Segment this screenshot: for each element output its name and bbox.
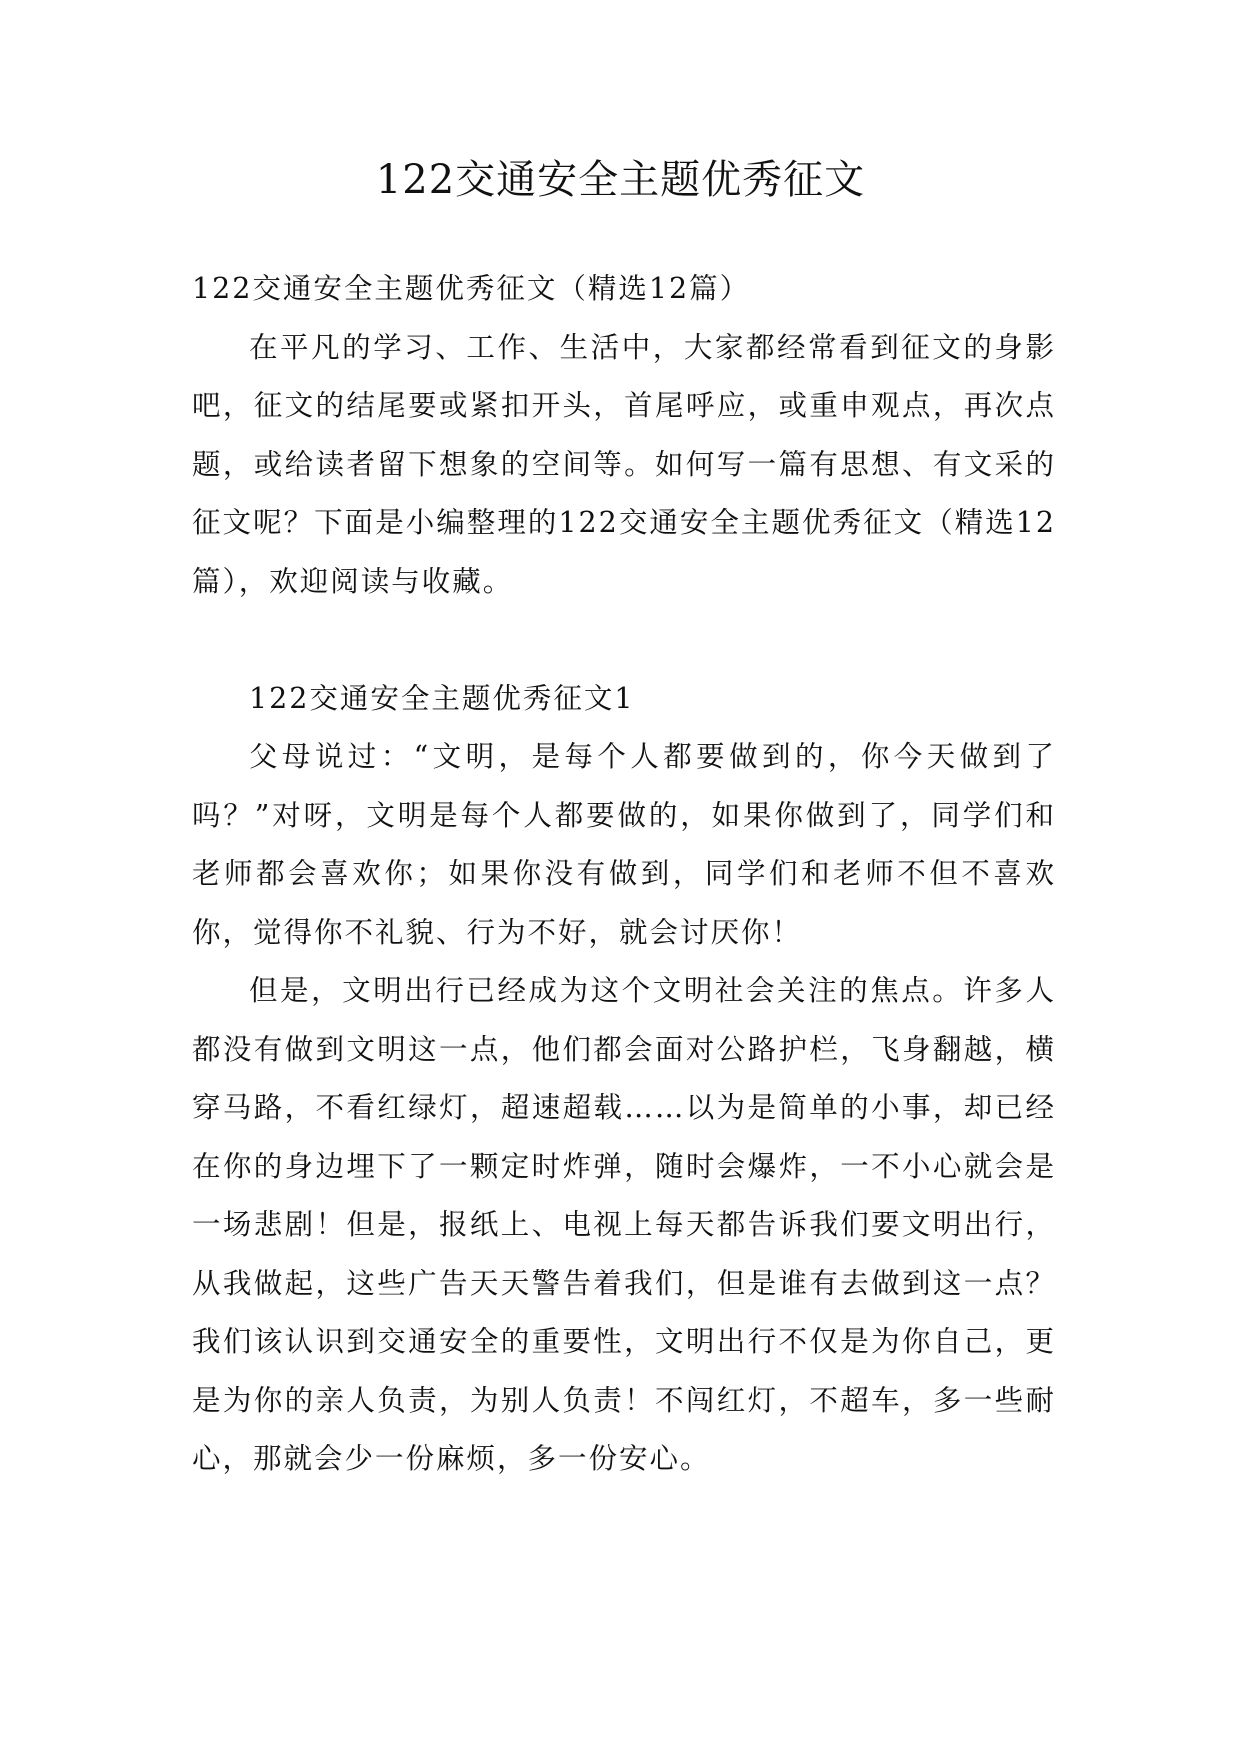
document-body: [192, 260, 1056, 1489]
body-paragraph-2: 但是，文明出行已经成为这个文明社会关注的焦点。许多人都没有做到文明这一点，他们都会面对公路护栏，飞身翻越，横穿马路，不看红绿灯，超速超载……以为是简单的小事，却已经在你的身边埋下了一颗定时炸弹，随时会爆炸，一不小心就会是一场悲剧！但是，报纸上、电视上每天都告诉我们要文明出行，从我做起，这些广告天天警告着我们，但是谁有去做到这一点？我们该认识到交通安全的重要性，文明出行不仅是为你自己，更是为你的亲人负责，为别人负责！不闯红灯，不超车，多一些耐心，那就会少一份麻烦，多一份安心。: [192, 974, 1056, 1475]
intro-paragraph: 在平凡的学习、工作、生活中，大家都经常看到征文的身影吧，征文的结尾要或紧扣开头，首尾呼应，或重申观点，再次点题，或给读者留下想象的空间等。如何写一篇有思想、有文采的征文呢？下面是小编整理的122交通安全主题优秀征文（精选12篇），欢迎阅读与收藏。: [192, 330, 1056, 598]
document-subtitle: 122交通安全主题优秀征文（精选12篇）: [192, 272, 751, 305]
section-heading: 122交通安全主题优秀征文1: [249, 681, 635, 715]
document-title: 122交通安全主题优秀征文: [375, 157, 866, 203]
body-paragraph-1: 父母说过：“文明，是每个人都要做到的，你今天做到了吗？”对呀，文明是每个人都要做的，如果你做到了，同学们和老师都会喜欢你；如果你没有做到，同学们和老师不但不喜欢你，觉得你不礼貌、行为不好，就会讨厌你！: [192, 740, 1056, 949]
section-gap: [192, 611, 1056, 670]
